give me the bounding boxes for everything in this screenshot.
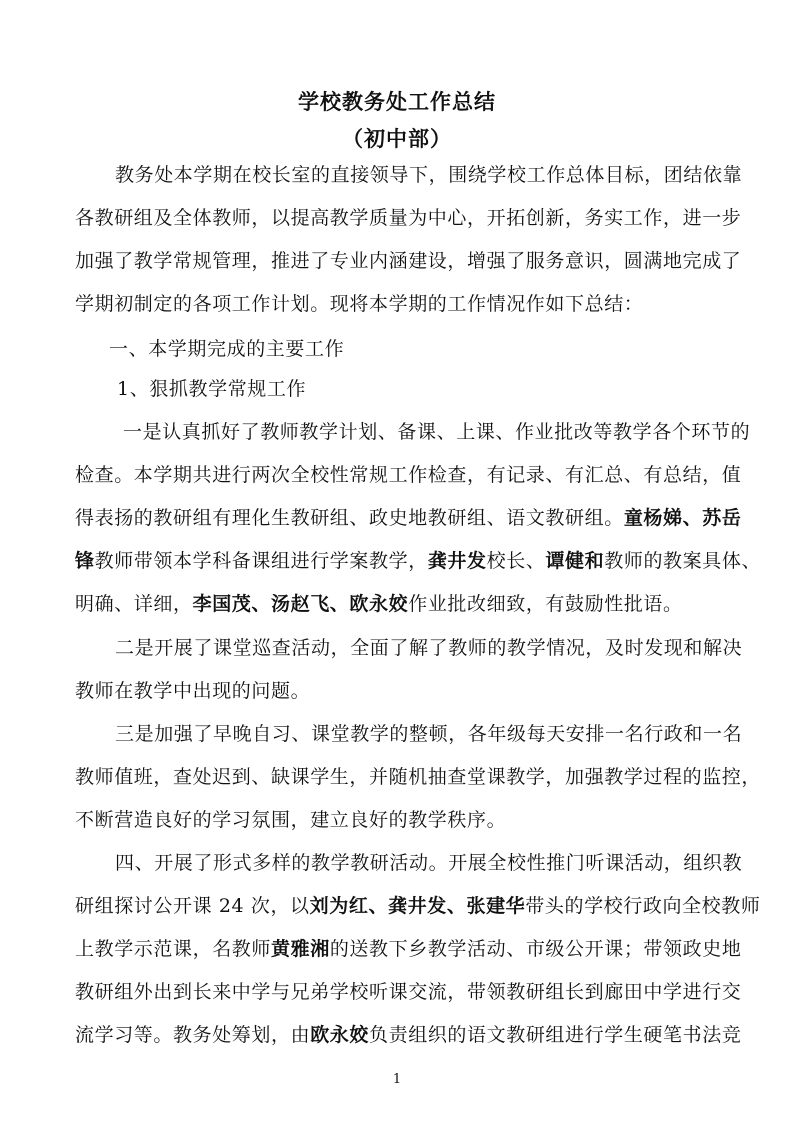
text-line [75, 765, 762, 789]
bold-name: 欧永姣 [310, 1024, 370, 1046]
text-line [75, 851, 761, 875]
text-line [75, 549, 762, 573]
text-segment: 不断营造良好的学习氛围，建立良好的教学秩序。 [75, 809, 507, 831]
text-segment: 上教学示范课，名教师 [75, 938, 272, 960]
text-segment: 一是认真抓好了教师教学计划、备课、上课、作业批改等教学各个环节的 [123, 421, 751, 443]
bold-name: 龚井发 [427, 550, 487, 572]
text-segment: 流学习等。教务处筹划，由 [75, 1024, 311, 1046]
text-line [75, 722, 761, 746]
text-segment: 校长、 [486, 550, 546, 572]
text-segment: 教师在教学中出现的问题。 [75, 680, 311, 702]
bold-name: 刘为红、龚井发、张建华 [309, 895, 526, 917]
text-segment: 得表扬的教研组有理化生教研组、政史地教研组、语文教研组。 [75, 507, 624, 529]
text-line [75, 506, 742, 530]
text-segment: 四、开展了形式多样的教学教研活动。开展全校性推门听课活动，组织教 [115, 852, 743, 874]
text-line [75, 206, 742, 230]
text-line [75, 292, 721, 316]
bold-name: 锋 [75, 550, 95, 572]
text-line [75, 808, 721, 832]
text-segment: 研组探讨公开课 24 次，以 [75, 895, 310, 917]
text-line [75, 337, 755, 361]
text-segment: 1、狠抓教学常规工作 [117, 378, 307, 400]
text-line [75, 249, 742, 273]
text-segment: 教研组外出到长来中学与兄弟学校听课交流，带领教研组长到廊田中学进行交 [75, 981, 742, 1003]
text-segment: 学期初制定的各项工作计划。现将本学期的工作情况作如下总结： [75, 293, 644, 315]
text-line [75, 937, 742, 961]
text-segment: 教务处本学期在校长室的直接领导下，围绕学校工作总体目标，团结依靠 [115, 164, 743, 186]
text-segment: 教师的教案具体、 [604, 550, 762, 572]
text-segment: 一、本学期完成的主要工作 [109, 338, 345, 360]
text-segment: 二是开展了课堂巡查活动，全面了解了教师的教学情况，及时发现和解决 [115, 637, 743, 659]
bold-name: 童杨娣、苏岳 [623, 507, 742, 529]
text-segment: 教师值班，查处迟到、缺课学生，并随机抽查堂课教学，加强教学过程的监控， [75, 766, 762, 788]
text-line [75, 980, 742, 1004]
text-line [75, 894, 761, 918]
page-number: 1 [392, 1072, 402, 1087]
text-segment: 三是加强了早晚自习、课堂教学的整顿，各年级每天安排一名行政和一名 [115, 723, 743, 745]
text-segment: 加强了教学常规管理，推进了专业内涵建设，增强了服务意识，圆满地完成了 [75, 250, 742, 272]
text-line [75, 1023, 742, 1047]
text-line [75, 463, 742, 487]
text-line [75, 679, 721, 703]
text-segment: 带头的学校行政向全校教师 [525, 895, 761, 917]
text-segment: 教师带领本学科备课组进行学案教学， [94, 550, 428, 572]
text-segment: 明确、详细， [75, 593, 193, 615]
text-line [75, 592, 721, 616]
text-segment: 检查。本学期共进行两次全校性常规工作检查，有记录、有汇总、有总结，值 [75, 464, 742, 486]
text-line [75, 636, 761, 660]
bold-name: 谭健和 [545, 550, 605, 572]
text-segment: 各教研组及全体教师，以提高教学质量为中心，开拓创新，务实工作，进一步 [75, 207, 742, 229]
text-line [75, 163, 761, 187]
document-subtitle: （初中部） [342, 126, 452, 151]
bold-name: 李国茂、汤赵飞、欧永姣 [192, 593, 409, 615]
text-line [75, 420, 769, 444]
bold-name: 黄雅湘 [271, 938, 330, 960]
text-segment: 负责组织的语文教研组进行学生硬笔书法竞 [369, 1024, 742, 1046]
text-segment: 的送教下乡教学活动、市级公开课；带领政史地 [329, 938, 742, 960]
text-segment: 作业批改细致，有鼓励性批语。 [408, 593, 683, 615]
document-title: 学校教务处工作总结 [298, 89, 496, 114]
text-line [75, 377, 763, 401]
